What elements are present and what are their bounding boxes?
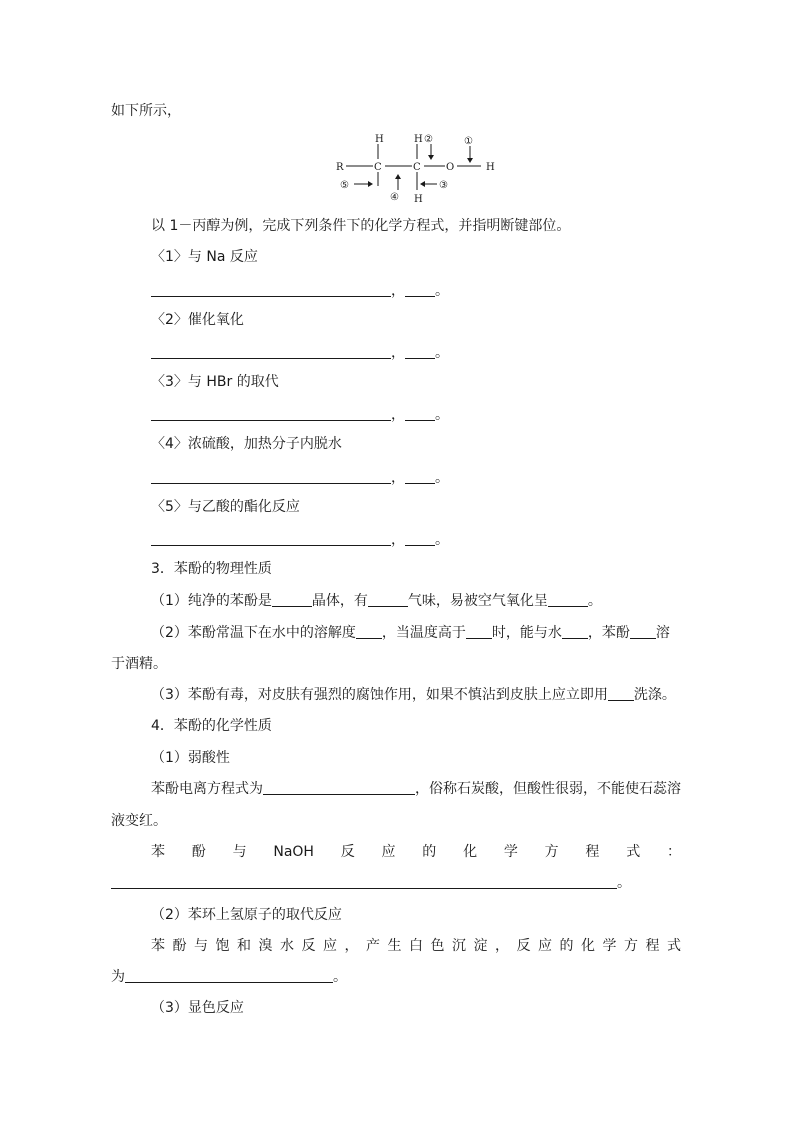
item-2-answer: ， 。	[151, 343, 449, 363]
bond-diagram	[330, 128, 510, 208]
sec4-sub1: （1）弱酸性	[151, 750, 230, 766]
answer-blank[interactable]	[405, 531, 435, 546]
answer-blank[interactable]	[368, 592, 408, 607]
item-4-answer: ， 。	[151, 468, 449, 488]
atom-o: O	[446, 162, 455, 173]
item-1-label: 〈1〉与 Na 反应	[151, 249, 258, 265]
answer-blank[interactable]	[263, 780, 415, 795]
marker-3: ③	[439, 180, 448, 191]
marker-4: ④	[390, 192, 399, 203]
item-2-label: 〈2〉催化氧化	[151, 312, 244, 328]
answer-blank[interactable]	[272, 592, 312, 607]
sec4-ion-cont: 液变红。	[111, 813, 167, 829]
answer-blank[interactable]	[356, 624, 382, 639]
marker-2: ②	[424, 134, 433, 145]
item-5-label: 〈5〉与乙酸的酯化反应	[151, 499, 300, 515]
intro-text: 如下所示，	[111, 103, 181, 119]
item-5-answer: ， 。	[151, 530, 449, 550]
item-3-answer: ， 。	[151, 405, 449, 425]
answer-blank[interactable]	[548, 592, 588, 607]
sec3-p1: （1）纯净的苯酚是 晶体，有 气味，易被空气氧化呈 。	[151, 593, 602, 609]
sec4-ion: 苯酚电离方程式为 ，俗称石炭酸，但酸性很弱，不能使石蕊溶	[151, 781, 681, 797]
answer-blank[interactable]	[151, 531, 391, 546]
answer-blank[interactable]	[466, 624, 492, 639]
answer-blank[interactable]	[151, 344, 391, 359]
section-4-heading: 4．苯酚的化学性质	[151, 718, 272, 734]
answer-blank[interactable]	[111, 874, 617, 889]
atom-r: R	[336, 162, 344, 173]
item-1-answer: ， 。	[151, 281, 449, 301]
sec3-p2: （2）苯酚常温下在水中的溶解度 ，当温度高于 时，能与水 ，苯酚 溶	[151, 625, 670, 641]
atom-c2: C	[413, 162, 421, 173]
answer-blank[interactable]	[151, 469, 391, 484]
atom-h-top1: H	[375, 134, 384, 145]
sec4-naoh-line: 苯 酚 与 NaOH 反 应 的 化 学 方 程 式 ：	[151, 844, 681, 860]
atom-h-top2: H	[414, 134, 423, 145]
atom-h-end: H	[486, 162, 495, 173]
sec4-br-line: 苯 酚 与 饱 和 溴 水 反 应 ， 产 生 白 色 沉 淀 ， 反 应 的 化 学 方 程 式	[151, 938, 681, 954]
sec4-br-answer: 为 。	[111, 969, 347, 985]
atom-h-bot2: H	[414, 194, 423, 205]
sec3-p3: （3）苯酚有毒，对皮肤有强烈的腐蚀作用，如果不慎沾到皮肤上应立即用 洗涤。	[151, 687, 676, 703]
section-3-heading: 3．苯酚的物理性质	[151, 561, 272, 577]
answer-blank[interactable]	[562, 624, 588, 639]
answer-blank[interactable]	[405, 469, 435, 484]
answer-blank[interactable]	[608, 686, 634, 701]
answer-blank[interactable]	[151, 282, 391, 297]
answer-blank[interactable]	[125, 968, 333, 983]
sec4-sub3: （3）显色反应	[151, 1000, 244, 1016]
item-4-label: 〈4〉浓硫酸，加热分子内脱水	[151, 436, 342, 452]
answer-blank[interactable]	[405, 344, 435, 359]
marker-1: ①	[464, 136, 473, 147]
sec4-naoh-answer: 。	[111, 873, 631, 893]
answer-blank[interactable]	[405, 282, 435, 297]
sec3-p2-cont: 于酒精。	[111, 656, 167, 672]
answer-blank[interactable]	[405, 406, 435, 421]
task-text: 以 1－丙醇为例，完成下列条件下的化学方程式，并指明断键部位。	[151, 218, 571, 234]
answer-blank[interactable]	[630, 624, 656, 639]
marker-5: ⑤	[340, 180, 349, 191]
atom-c1: C	[374, 162, 382, 173]
answer-blank[interactable]	[151, 406, 391, 421]
sec4-sub2: （2）苯环上氢原子的取代反应	[151, 907, 342, 923]
item-3-label: 〈3〉与 HBr 的取代	[151, 374, 279, 390]
